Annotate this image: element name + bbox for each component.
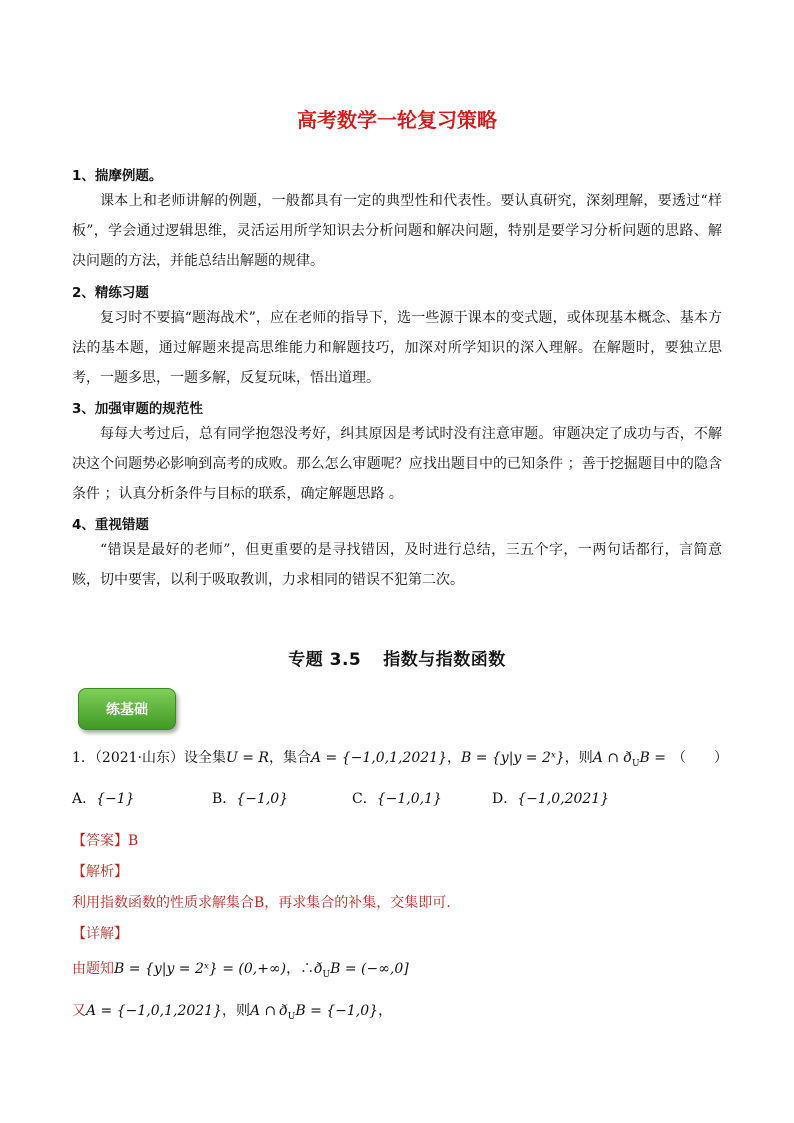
detail-line2-mid: ，则 (222, 1003, 250, 1019)
option-letter: D． (492, 791, 518, 807)
question-middle: ，集合 (268, 750, 311, 766)
option-a (72, 788, 212, 808)
detail-line2-math: A = {−1,0,1,2021} (86, 1003, 222, 1019)
section-heading-3: 3、加强审题的规范性 (72, 401, 203, 417)
option-letter: A． (72, 791, 97, 807)
section-body-4: “错误是最好的老师”，但更重要的是寻找错因，及时进行总结，三五个字，一两句话都行，言简意赅，切中要害，以利于吸取教训，力求相同的错误不犯第二次。 (72, 542, 722, 588)
section-body-3: 每每大考过后，总有同学抱怨没考好，纠其原因是考试时没有注意审题。审题决定了成功与否，不解决这个问题势必影响到高考的成败。那么怎么审题呢？应找出题目中的已知条件 ；善于挖掘题目中的隐含条件 ；认真分析条件与目标的联系，确定解题思路 。 (72, 426, 722, 502)
section-body-2: 复习时不要搞“题海战术”，应在老师的指导下，选一些源于课本的变式题，或体现基本概念、基本方法的基本题，通过解题来提高思维能力和解题技巧，加深对所学知识的深入理解。在解题时，要独立思考，一题多思，一题多解，反复玩味，悟出道理。 (72, 310, 722, 386)
detail-line2-prefix: 又 (72, 1003, 86, 1019)
complement-symbol-2: ð (279, 1003, 288, 1019)
question-1 (72, 747, 728, 769)
answer-options (72, 788, 732, 808)
question-paren: （ ） (672, 750, 728, 766)
topic-heading (0, 645, 794, 670)
detail-line1-mid: ，∴ (286, 961, 315, 977)
topic-number: 专题 3.5 (288, 650, 362, 670)
intersection-expr: A ∩ (250, 1003, 277, 1019)
section-heading-4: 4、重视错题 (72, 517, 149, 533)
option-value: {−1,0,1} (376, 791, 442, 807)
complement-sub-2: U (287, 1011, 296, 1022)
page-title: 高考数学一轮复习策略 (297, 108, 497, 132)
answer-label: 【答案】 (72, 833, 128, 849)
detail-line1-math: B = {y|y = 2ˣ} = (0,+∞) (114, 961, 287, 977)
section-heading-1: 1、揣摩例题。 (72, 168, 163, 184)
section-body-1: 课本上和老师讲解的例题，一般都具有一定的典型性和代表性。要认真研究，深刻理解，要透过“样板”，学会通过逻辑思维，灵活运用所学知识去分析问题和解决问题，特别是要学习分析问题的思路、解决问题的方法，并能总结出解题的规律。 (72, 193, 722, 269)
option-value: {−1} (96, 791, 135, 807)
section-heading-2: 2、精练习题 (72, 285, 149, 301)
question-sep: ， (446, 750, 461, 766)
complement-sub: U (322, 969, 331, 980)
question-expr-tail: B = (639, 750, 666, 766)
detail-label: 【详解】 (72, 926, 128, 942)
option-letter: B． (212, 791, 237, 807)
topic-name: 指数与指数函数 (383, 650, 506, 670)
question-set-u: U = R (226, 750, 269, 766)
question-ask: ，则 (564, 750, 593, 766)
complement-symbol: ð (314, 961, 323, 977)
detail-line-2 (72, 1000, 392, 1022)
option-b (212, 788, 352, 808)
question-expr: A ∩ ð (592, 750, 632, 766)
detail-line2-end: ， (378, 1003, 393, 1019)
option-value: {−1,0,2021} (517, 791, 610, 807)
detail-line1-tail: B = (−∞,0] (330, 961, 409, 977)
question-set-b: B = {y|y = 2ˣ} (460, 750, 565, 766)
question-prefix: 1．（2021·山东）设全集 (72, 750, 226, 766)
option-c (352, 788, 492, 808)
detail-line-1 (72, 958, 409, 980)
answer-line (72, 830, 138, 850)
analysis-label: 【解析】 (72, 864, 128, 880)
option-letter: C． (352, 791, 377, 807)
option-d (492, 788, 632, 808)
detail-line1-prefix: 由题知 (72, 961, 114, 977)
detail-line2-tail: B = {−1,0} (295, 1003, 379, 1019)
question-expr-sub: U (631, 758, 640, 769)
option-value: {−1,0} (236, 791, 289, 807)
practice-basics-badge: 练基础 (78, 688, 176, 730)
analysis-text: 利用指数函数的性质求解集合B，再求集合的补集，交集即可. (72, 895, 451, 911)
question-set-a: A = {−1,0,1,2021} (310, 750, 447, 766)
answer-value: B (128, 833, 139, 849)
